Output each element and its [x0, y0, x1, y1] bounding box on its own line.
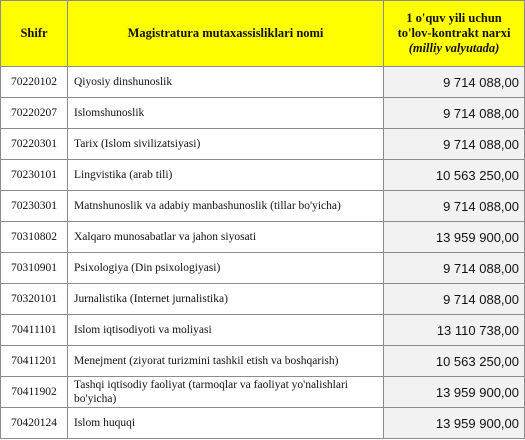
code-cell: 70230301: [1, 191, 68, 222]
price-cell: 9 714 088,00: [384, 191, 525, 222]
price-cell: 9 714 088,00: [384, 129, 525, 160]
table-row: [1, 191, 525, 222]
price-cell: 9 714 088,00: [384, 67, 525, 98]
table-row: [1, 98, 525, 129]
price-column-header: [384, 1, 525, 67]
specialty-name-cell: Matnshunoslik va adabiy manbashunoslik (tillar bo'yicha): [68, 191, 384, 222]
price-header-currency: (milliy valyutada): [408, 41, 500, 55]
code-cell: 70220301: [1, 129, 68, 160]
specialty-name-cell: Tarix (Islom sivilizatsiyasi): [68, 129, 384, 160]
table-row: [1, 253, 525, 284]
price-cell: 13 959 900,00: [384, 377, 525, 408]
price-cell: 10 563 250,00: [384, 160, 525, 191]
code-column-header: Shifr: [1, 1, 68, 67]
table-row: [1, 377, 525, 408]
price-cell: 10 563 250,00: [384, 346, 525, 377]
code-cell: 70411101: [1, 315, 68, 346]
table-row: [1, 222, 525, 253]
specialty-name-cell: Jurnalistika (Internet jurnalistika): [68, 284, 384, 315]
table-row: [1, 284, 525, 315]
code-cell: 70320101: [1, 284, 68, 315]
code-cell: 70420124: [1, 408, 68, 439]
table-header: [1, 1, 525, 67]
specialty-name-cell: Menejment (ziyorat turizmini tashkil etish va boshqarish): [68, 346, 384, 377]
price-cell: 9 714 088,00: [384, 253, 525, 284]
table-row: [1, 129, 525, 160]
price-cell: 9 714 088,00: [384, 98, 525, 129]
specialty-name-cell: Xalqaro munosabatlar va jahon siyosati: [68, 222, 384, 253]
code-cell: 70411902: [1, 377, 68, 408]
header-row: [1, 1, 525, 67]
specialty-name-cell: Lingvistika (arab tili): [68, 160, 384, 191]
code-cell: 70310901: [1, 253, 68, 284]
code-cell: 70220207: [1, 98, 68, 129]
specialty-name-cell: Qiyosiy dinshunoslik: [68, 67, 384, 98]
code-cell: 70411201: [1, 346, 68, 377]
specialty-name-cell: Islom iqtisodiyoti va moliyasi: [68, 315, 384, 346]
table-row: [1, 160, 525, 191]
specialty-name-cell: Psixologiya (Din psixologiyasi): [68, 253, 384, 284]
code-cell: 70230101: [1, 160, 68, 191]
code-cell: 70310802: [1, 222, 68, 253]
price-cell: 9 714 088,00: [384, 284, 525, 315]
table-row: [1, 346, 525, 377]
name-column-header: Magistratura mutaxassisliklari nomi: [68, 1, 384, 67]
table-body: [1, 67, 525, 439]
code-cell: 70220102: [1, 67, 68, 98]
table-row: [1, 315, 525, 346]
price-header-line2: to'lov-kontrakt narxi: [397, 26, 511, 40]
price-cell: 13 959 900,00: [384, 222, 525, 253]
table-row: [1, 67, 525, 98]
price-cell: 13 110 738,00: [384, 315, 525, 346]
price-cell: 13 959 900,00: [384, 408, 525, 439]
specialty-name-cell: Islomshunoslik: [68, 98, 384, 129]
price-header-line1: 1 o'quv yili uchun: [406, 11, 502, 25]
specialty-name-cell: Tashqi iqtisodiy faoliyat (tarmoqlar va faoliyat yo'nalishlari bo'yicha): [68, 377, 384, 408]
table-row: [1, 408, 525, 439]
specialty-name-cell: Islom huquqi: [68, 408, 384, 439]
